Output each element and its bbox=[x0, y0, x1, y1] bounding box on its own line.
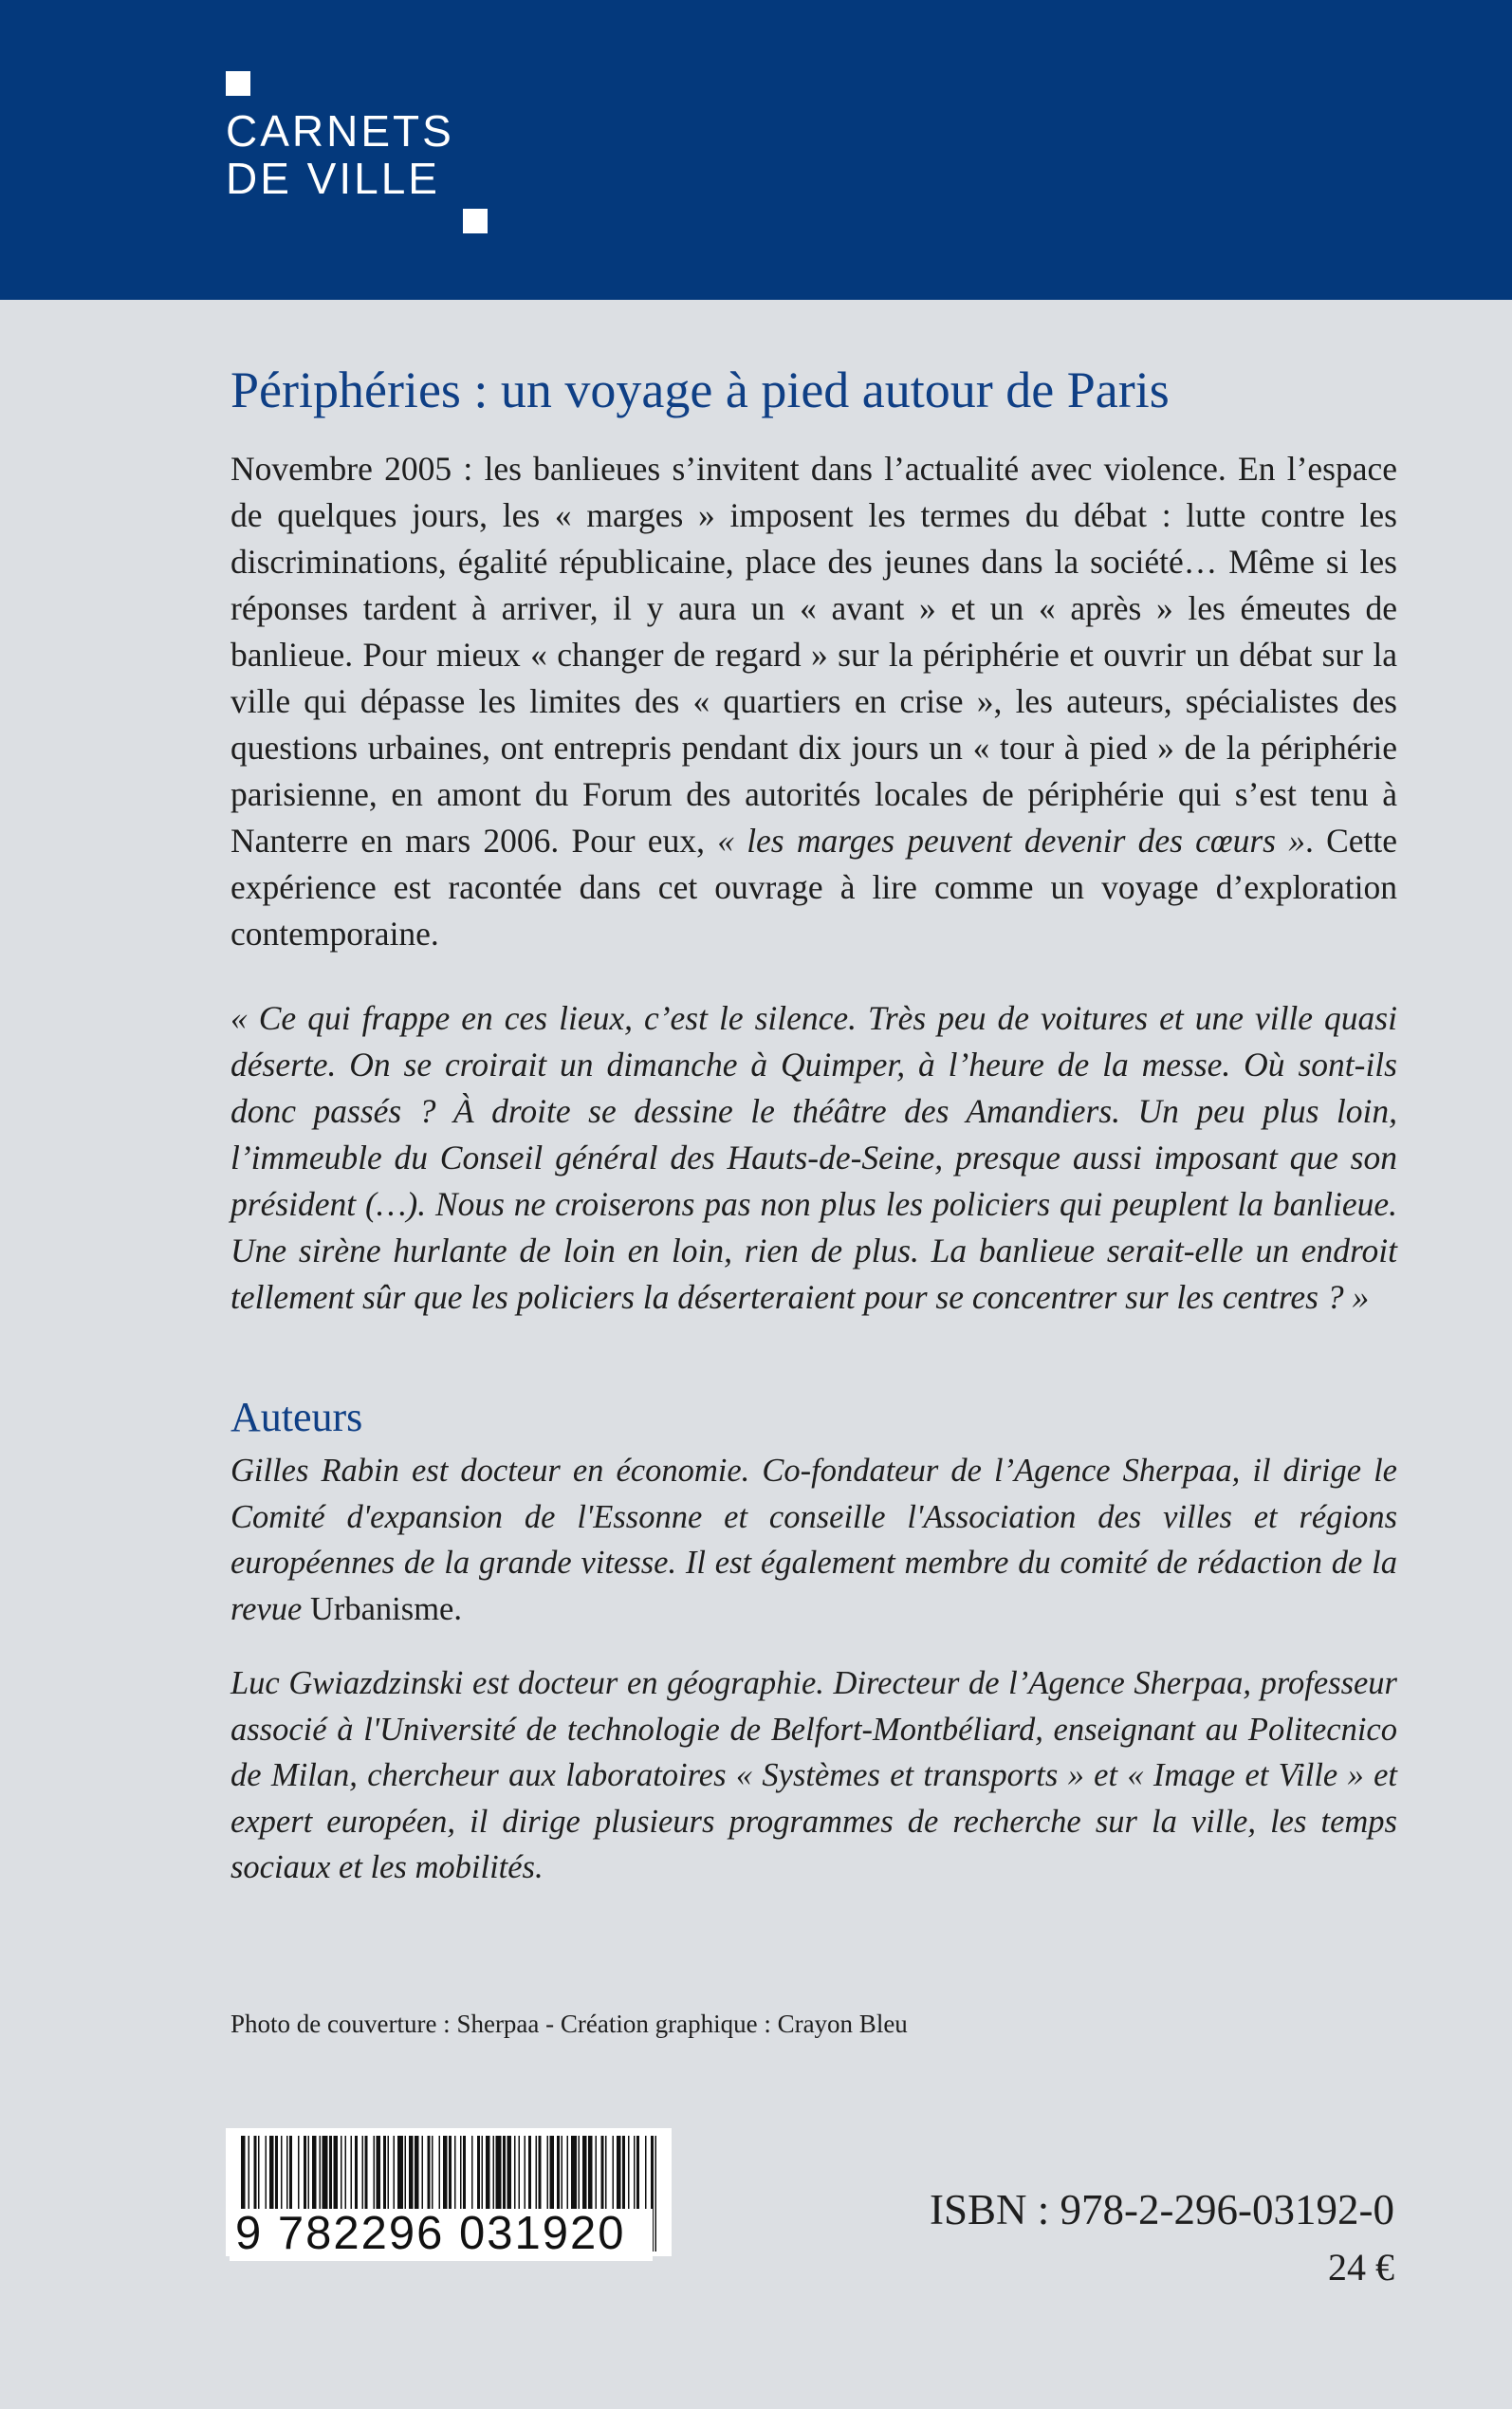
isbn: ISBN : 978-2-296-03192-0 bbox=[930, 2186, 1394, 2233]
summary-text-end: . Cette expérience est racontée dans cet ouvrage à lire comme un voyage d’exploration contemporaine. bbox=[230, 822, 1398, 954]
author-bio-1 bbox=[230, 1448, 1397, 1632]
summary-text: Novembre 2005 : les banlieues s’invitent dans l’actualité avec violence. En l’espace de quelques jours, les « marges » imposent les termes du débat : lutte contre les discriminations, égalité républicaine, place des jeunes dans la société… Même si les réponses tardent à arriver, il y aura un « avant » et un « après » les émeutes de banlieue. Pour mieux « changer de regard » sur la périphérie et ouvrir un débat sur la ville qui dépasse les limites des « quartiers en crise », les auteurs, spécialistes des questions urbaines, ont entrepris pendant dix jours un « tour à pied » de la périphérie parisienne, en amont du Forum des autorités locales de périphérie qui s’est tenu à Nanterre en mars 2006. Pour eux, bbox=[230, 450, 1397, 861]
barcode-digits: 9 782296 031920 bbox=[230, 2209, 653, 2261]
barcode-bar bbox=[655, 2136, 657, 2251]
book-title: Périphéries : un voyage à pied autour de Paris bbox=[230, 361, 1170, 418]
author-bio-2: Luc Gwiazdzinski est docteur en géographie. Directeur de l’Agence Sherpaa, professeur associé à l'Université de technologie de Belfort-Montbéliard, enseignant au Politecnico de Milan, chercheur aux laboratoires « Systèmes et transports » et « Image et Ville » et expert européen, il dirige plusieurs programmes de recherche sur la ville, les temps sociaux et les mobilités. bbox=[230, 1665, 1397, 1886]
price: 24 € bbox=[1328, 2246, 1394, 2289]
logo-square-bottom bbox=[463, 209, 488, 233]
back-cover-text bbox=[230, 361, 1397, 1919]
photo-credit: Photo de couverture : Sherpaa - Création graphique : Crayon Bleu bbox=[230, 2010, 908, 2038]
author-bio-1-text: Gilles Rabin est docteur en économie. Co-fondateur de l’Agence Sherpaa, il dirige le Comité d'expansion de l'Essonne et conseille l'Association des villes et régions européennes de la grande vitesse. Il est également membre du comité de rédaction de la revue bbox=[230, 1453, 1397, 1627]
header-band bbox=[0, 0, 1512, 300]
journal-name: Urbanisme bbox=[309, 1590, 454, 1627]
authors-heading: Auteurs bbox=[230, 1394, 363, 1441]
series-logo bbox=[226, 71, 501, 242]
logo-square-top bbox=[226, 71, 250, 96]
summary-paragraph bbox=[230, 446, 1397, 957]
logo-line-2: DE VILLE bbox=[226, 154, 440, 203]
excerpt-quote: « Ce qui frappe en ces lieux, c’est le silence. Très peu de voitures et une ville quasi déserte. On se croirait un dimanche à Quimper, à l’heure de la messe. Où sont-ils donc passés ? À droite se dessine le théâtre des Amandiers. Un peu plus loin, l’immeuble du Conseil général des Hauts-de-Seine, presque aussi imposant que son président (…). Nous ne croiserons pas non plus les policiers qui peuplent la banlieue. Une sirène hurlante de loin en loin, rien de plus. La banlieue serait-elle un endroit tellement sûr que les policiers la déserteraient pour se concentrer sur les centres ? » bbox=[230, 999, 1397, 1317]
logo-line-1: CARNETS bbox=[226, 106, 454, 156]
summary-italic-phrase: « les marges peuvent devenir des cœurs » bbox=[717, 822, 1305, 861]
author-bio-1-end: . bbox=[453, 1590, 462, 1627]
